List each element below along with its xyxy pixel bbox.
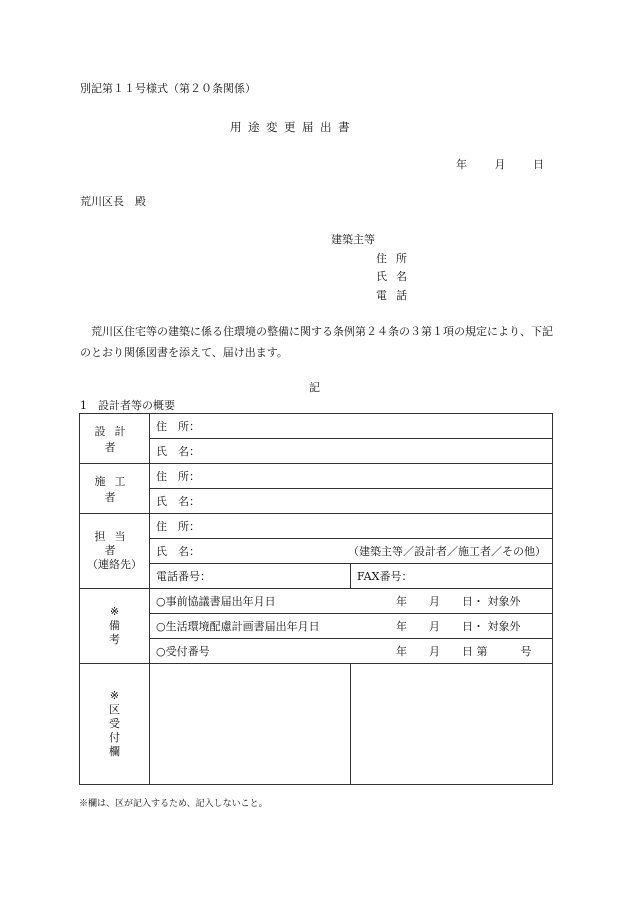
contact-address-field[interactable]: 住 所： <box>150 514 553 539</box>
remarks-label-char: 考 <box>109 633 120 646</box>
remarks-item: ○生活環境配慮計画書届出年月日 <box>156 620 320 633</box>
reception-label-char: ※ <box>109 689 120 702</box>
section-1-title: 1 設計者等の概要 <box>80 399 175 412</box>
addressee: 荒川区長 殿 <box>80 195 146 208</box>
applicant-heading: 建築主等 <box>331 233 375 246</box>
contact-label-main: 担当者 <box>94 530 135 557</box>
remarks-date[interactable]: 年 月 日・ 対象外 <box>396 595 521 608</box>
remarks-row <box>150 589 553 614</box>
reception-label-char: 受 <box>109 717 120 730</box>
remarks-item: ○事前協議書届出年月日 <box>156 595 276 608</box>
contact-name-field[interactable] <box>150 539 553 564</box>
designer-label: 設計者 <box>80 414 150 464</box>
remarks-date[interactable]: 年 月 日・ 対象外 <box>396 620 521 633</box>
contact-role-options: （建築主等／設計者／施工者／その他） <box>348 545 546 558</box>
remarks-row <box>150 639 553 664</box>
form-label: 別記第１１号様式（第２０条関係） <box>80 82 256 95</box>
overview-table <box>79 413 553 785</box>
reception-label-char: 欄 <box>109 745 120 758</box>
applicant-phone-label: 電話 <box>376 289 416 302</box>
contact-phone-field[interactable]: 電話番号： <box>150 564 351 589</box>
builder-label: 施工者 <box>80 464 150 514</box>
ki-marker: 記 <box>309 381 320 394</box>
reception-label-char: 付 <box>109 731 120 744</box>
designer-address-field[interactable]: 住 所： <box>150 414 553 439</box>
remarks-date[interactable]: 年 月 日 第 号 <box>396 645 532 658</box>
document-title: 用途変更届出書 <box>230 120 356 134</box>
reception-label <box>80 664 150 785</box>
date-day: 日 <box>533 158 544 171</box>
footnote: ※欄は、区が記入するため、記入しないこと。 <box>79 799 268 809</box>
date-line <box>456 156 568 172</box>
remarks-label <box>80 589 150 664</box>
remarks-row <box>150 614 553 639</box>
date-month: 月 <box>494 158 506 171</box>
applicant-address-label: 住所 <box>376 252 416 265</box>
remarks-label-char: ※ <box>109 605 120 618</box>
reception-label-char: 区 <box>109 703 120 716</box>
remarks-label-char: 備 <box>109 619 120 632</box>
contact-label-sub: （連絡先） <box>87 558 142 571</box>
contact-label <box>80 514 150 589</box>
builder-name-field[interactable]: 氏 名： <box>150 489 553 514</box>
applicant-name-label: 氏名 <box>376 270 416 283</box>
contact-name-label: 氏 名： <box>156 545 200 558</box>
reception-box-left <box>150 664 351 785</box>
body-text: 荒川区住宅等の建築に係る住環境の整備に関する条例第２４条の３第１項の規定により、下記のとおり関係図書を添えて、届け出ます。 <box>80 325 553 359</box>
contact-fax-field[interactable]: FAX番号： <box>351 564 553 589</box>
date-year: 年 <box>456 158 467 171</box>
reception-box-right <box>351 664 553 785</box>
remarks-item: ○受付番号 <box>156 645 210 658</box>
builder-address-field[interactable]: 住 所： <box>150 464 553 489</box>
designer-name-field[interactable]: 氏 名： <box>150 439 553 464</box>
